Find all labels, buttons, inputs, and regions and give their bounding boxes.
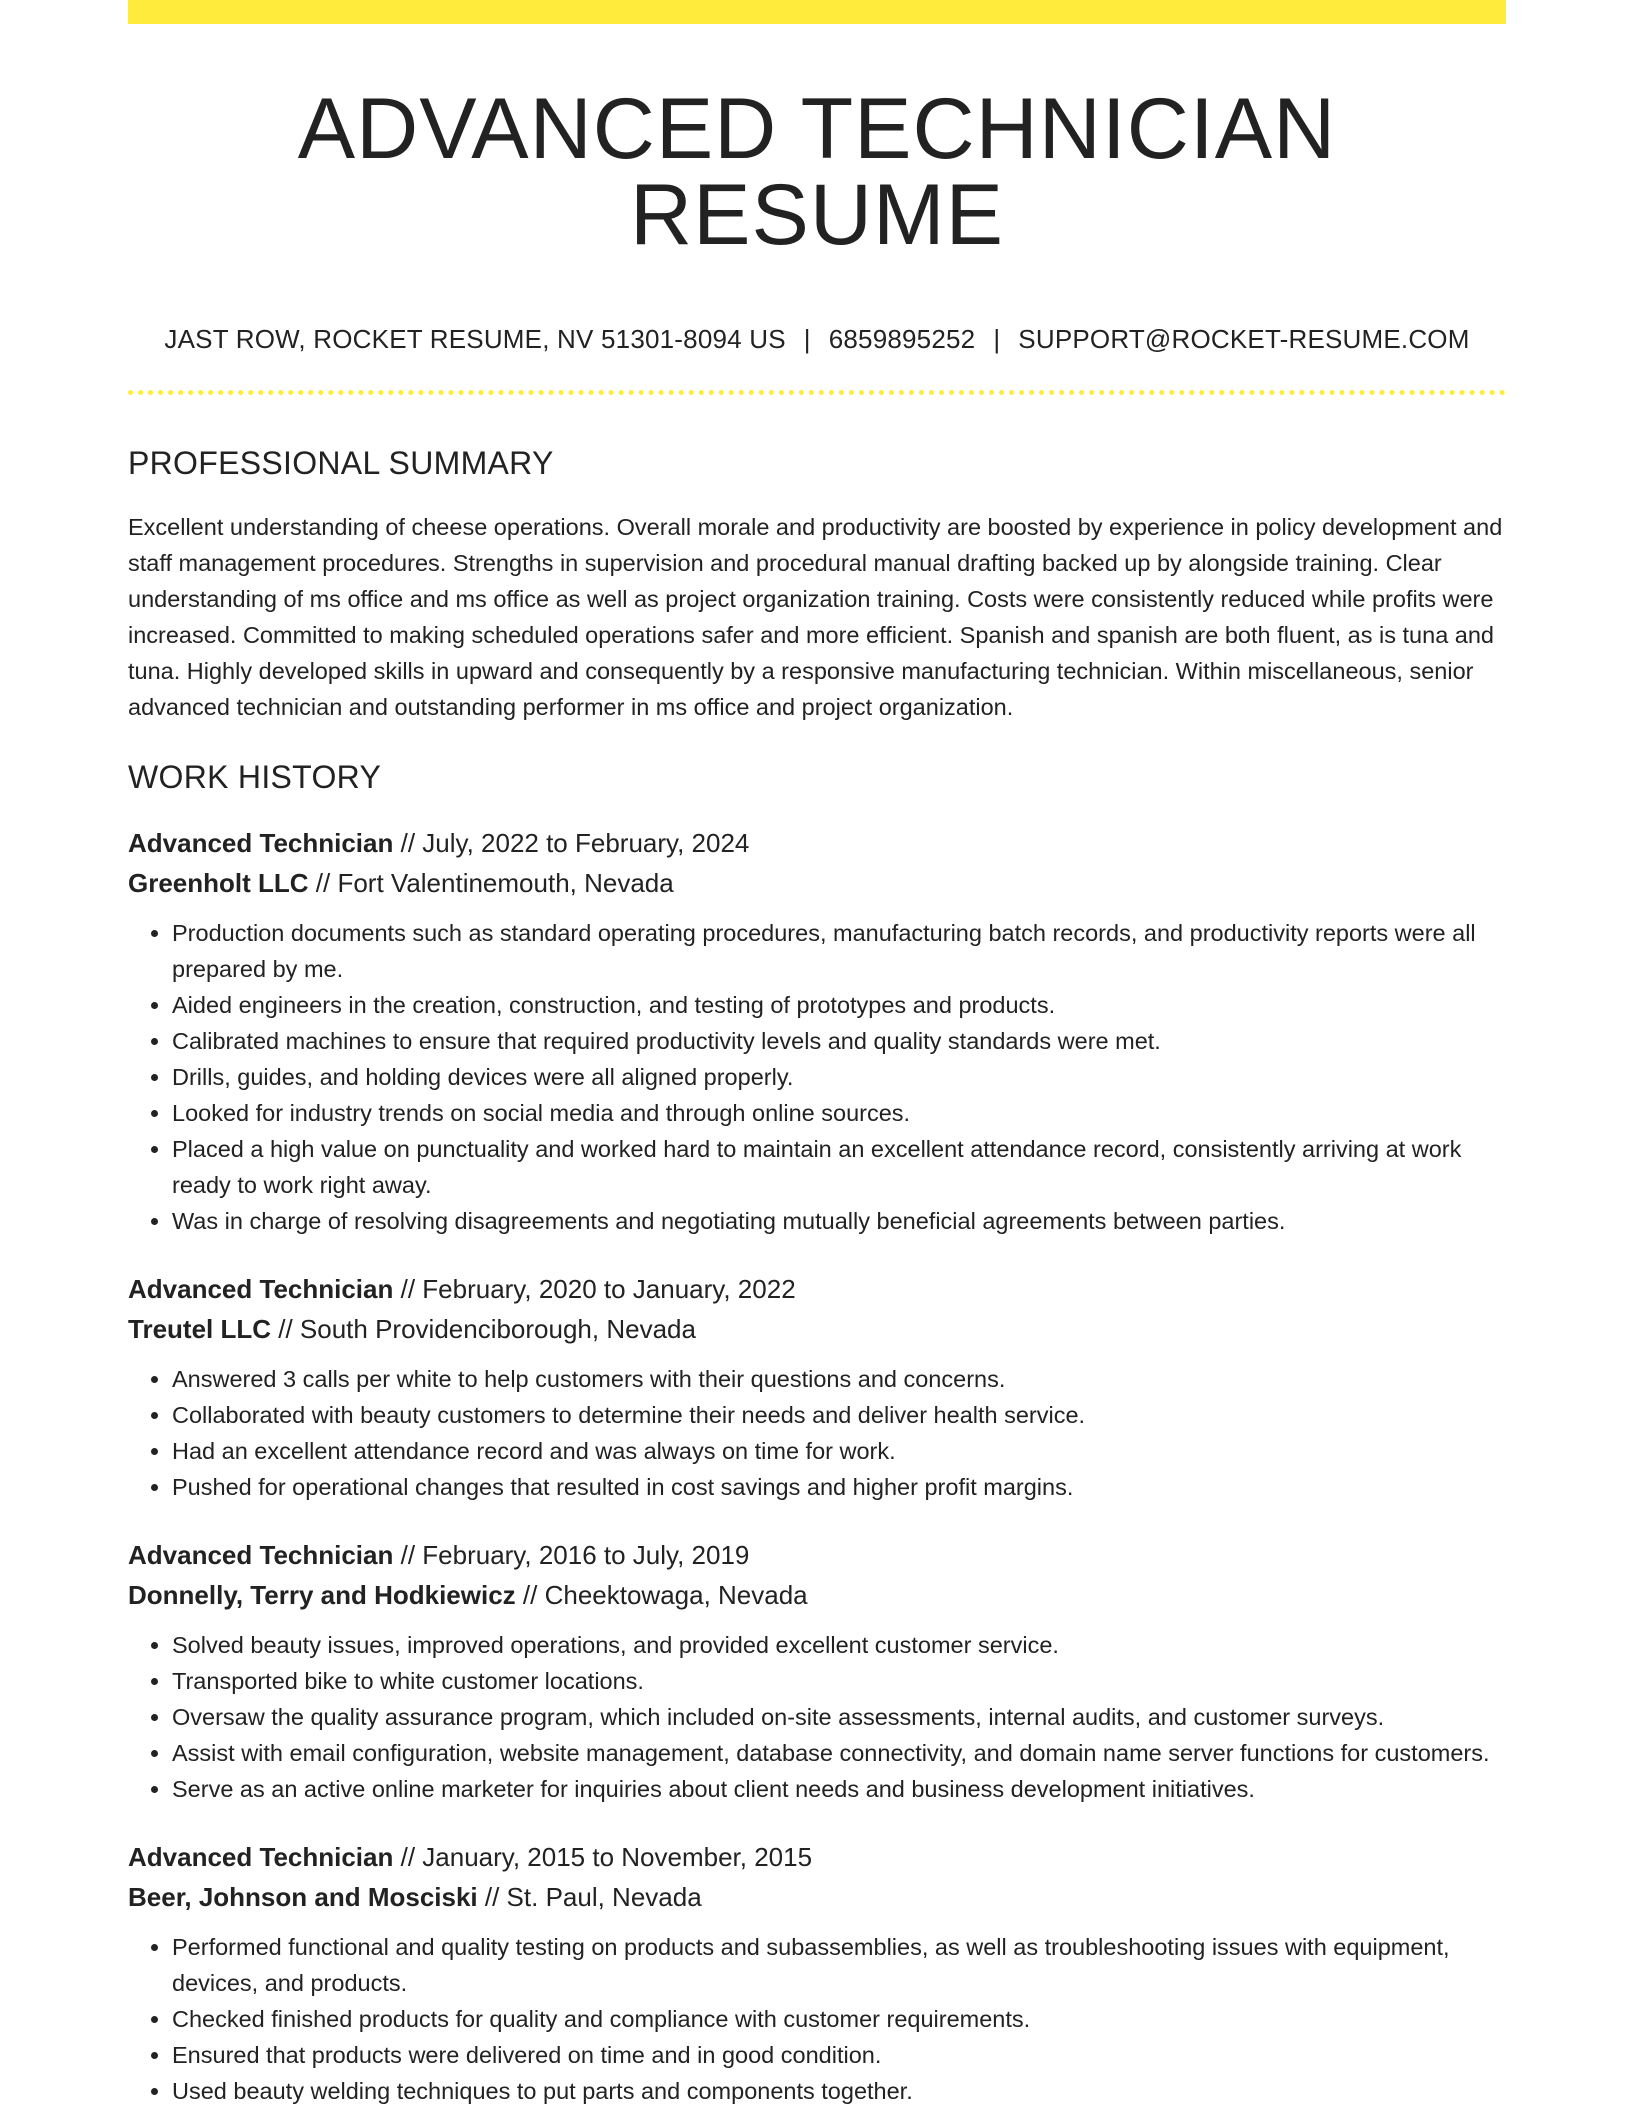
job-dates: // February, 2020 to January, 2022	[393, 1274, 796, 1304]
job-bullet: • Was in charge of resolving disagreements and negotiating mutually beneficial agreements between parties.	[172, 1203, 1506, 1239]
job-bullet: • Drills, guides, and holding devices were all aligned properly.	[172, 1059, 1506, 1095]
resume-title: ADVANCED TECHNICIAN RESUME	[297, 81, 1337, 263]
job-location: // South Providenciborough, Nevada	[271, 1314, 696, 1344]
job-role-line	[128, 1837, 1506, 1877]
job-bullet: • Aided engineers in the creation, construction, and testing of prototypes and products.	[172, 987, 1506, 1023]
job-role: Advanced Technician	[128, 1274, 394, 1304]
job-dates: // July, 2022 to February, 2024	[393, 828, 750, 858]
job-bullets	[128, 1361, 1506, 1505]
job-company-line	[128, 1575, 1506, 1615]
job-bullet: • Pushed for operational changes that resulted in cost savings and higher profit margins.	[172, 1469, 1506, 1505]
job-bullet: • Solved beauty issues, improved operations, and provided excellent customer service.	[172, 1627, 1506, 1663]
contact-address: JAST ROW, ROCKET RESUME, NV 51301-8094 US	[164, 324, 786, 354]
job-dates: // January, 2015 to November, 2015	[393, 1842, 813, 1872]
job-role-line	[128, 1535, 1506, 1575]
job-company-line	[128, 863, 1506, 903]
job-company: Beer, Johnson and Mosciski	[128, 1882, 478, 1912]
job-company: Treutel LLC	[128, 1314, 272, 1344]
job-company-line	[128, 1309, 1506, 1349]
job-bullet: • Answered 3 calls per white to help customers with their questions and concerns.	[172, 1361, 1506, 1397]
work-history-heading: WORK HISTORY	[128, 759, 382, 795]
job-bullet: • Calibrated machines to ensure that required productivity levels and quality standards were met.	[172, 1023, 1506, 1059]
job-bullet: • Ensured that products were delivered on time and in good condition.	[172, 2037, 1506, 2073]
job-bullet: • Looked for industry trends on social media and through online sources.	[172, 1095, 1506, 1131]
job-bullets	[128, 1929, 1506, 2109]
summary-heading: PROFESSIONAL SUMMARY	[128, 445, 554, 481]
summary-text: Excellent understanding of cheese operations. Overall morale and productivity are boosted by experience in policy development and staff management procedures. Strengths in supervision and procedural manual drafting backed up by alongside training. Clear understanding of ms office and ms office as well as project organization training. Costs were consistently reduced while profits were increased. Committed to making scheduled operations safer and more efficient. Spanish and spanish are both fluent, as is tuna and tuna. Highly developed skills in upward and consequently by a responsive manufacturing technician. Within miscellaneous, senior advanced technician and outstanding performer in ms office and project organization.	[128, 514, 1503, 720]
accent-bar	[128, 0, 1506, 24]
job-location: // Fort Valentinemouth, Nevada	[308, 868, 674, 898]
job-role-line	[128, 823, 1506, 863]
job-bullet: • Used beauty welding techniques to put parts and components together.	[172, 2073, 1506, 2109]
job-entry	[128, 1837, 1506, 2109]
job-bullet: • Oversaw the quality assurance program, which included on-site assessments, internal audits, and customer surveys.	[172, 1699, 1506, 1735]
job-dates: // February, 2016 to July, 2019	[393, 1540, 750, 1570]
job-bullet: • Performed functional and quality testing on products and subassemblies, as well as troubleshooting issues with equipment, devices, and products.	[172, 1929, 1506, 2001]
contact-line	[128, 326, 1506, 352]
job-bullet: • Collaborated with beauty customers to determine their needs and deliver health service.	[172, 1397, 1506, 1433]
resume-page	[128, 0, 1506, 2109]
job-location: // Cheektowaga, Nevada	[515, 1580, 808, 1610]
contact-separator: |	[993, 324, 1001, 354]
job-entry	[128, 1269, 1506, 1505]
job-bullet: • Placed a high value on punctuality and worked hard to maintain an excellent attendance record, consistently arriving at work ready to work right away.	[172, 1131, 1506, 1203]
job-bullet: • Production documents such as standard operating procedures, manufacturing batch records, and productivity reports were all prepared by me.	[172, 915, 1506, 987]
job-role: Advanced Technician	[128, 828, 394, 858]
job-entry	[128, 823, 1506, 1239]
work-history-list	[128, 823, 1506, 2109]
job-company-line	[128, 1877, 1506, 1917]
dotted-divider	[128, 390, 1506, 395]
job-role-line	[128, 1269, 1506, 1309]
job-bullet: • Transported bike to white customer locations.	[172, 1663, 1506, 1699]
job-bullet: • Checked finished products for quality and compliance with customer requirements.	[172, 2001, 1506, 2037]
job-entry	[128, 1535, 1506, 1807]
contact-email: SUPPORT@ROCKET-RESUME.COM	[1018, 324, 1470, 354]
job-company: Donnelly, Terry and Hodkiewicz	[128, 1580, 516, 1610]
job-bullet: • Had an excellent attendance record and was always on time for work.	[172, 1433, 1506, 1469]
job-bullet: • Serve as an active online marketer for inquiries about client needs and business development initiatives.	[172, 1771, 1506, 1807]
job-role: Advanced Technician	[128, 1842, 394, 1872]
job-company: Greenholt LLC	[128, 868, 309, 898]
job-bullets	[128, 1627, 1506, 1807]
job-bullet: • Assist with email configuration, website management, database connectivity, and domain name server functions for customers.	[172, 1735, 1506, 1771]
contact-phone: 6859895252	[828, 324, 976, 354]
job-location: // St. Paul, Nevada	[477, 1882, 702, 1912]
job-bullets	[128, 915, 1506, 1239]
contact-separator: |	[803, 324, 811, 354]
job-role: Advanced Technician	[128, 1540, 394, 1570]
